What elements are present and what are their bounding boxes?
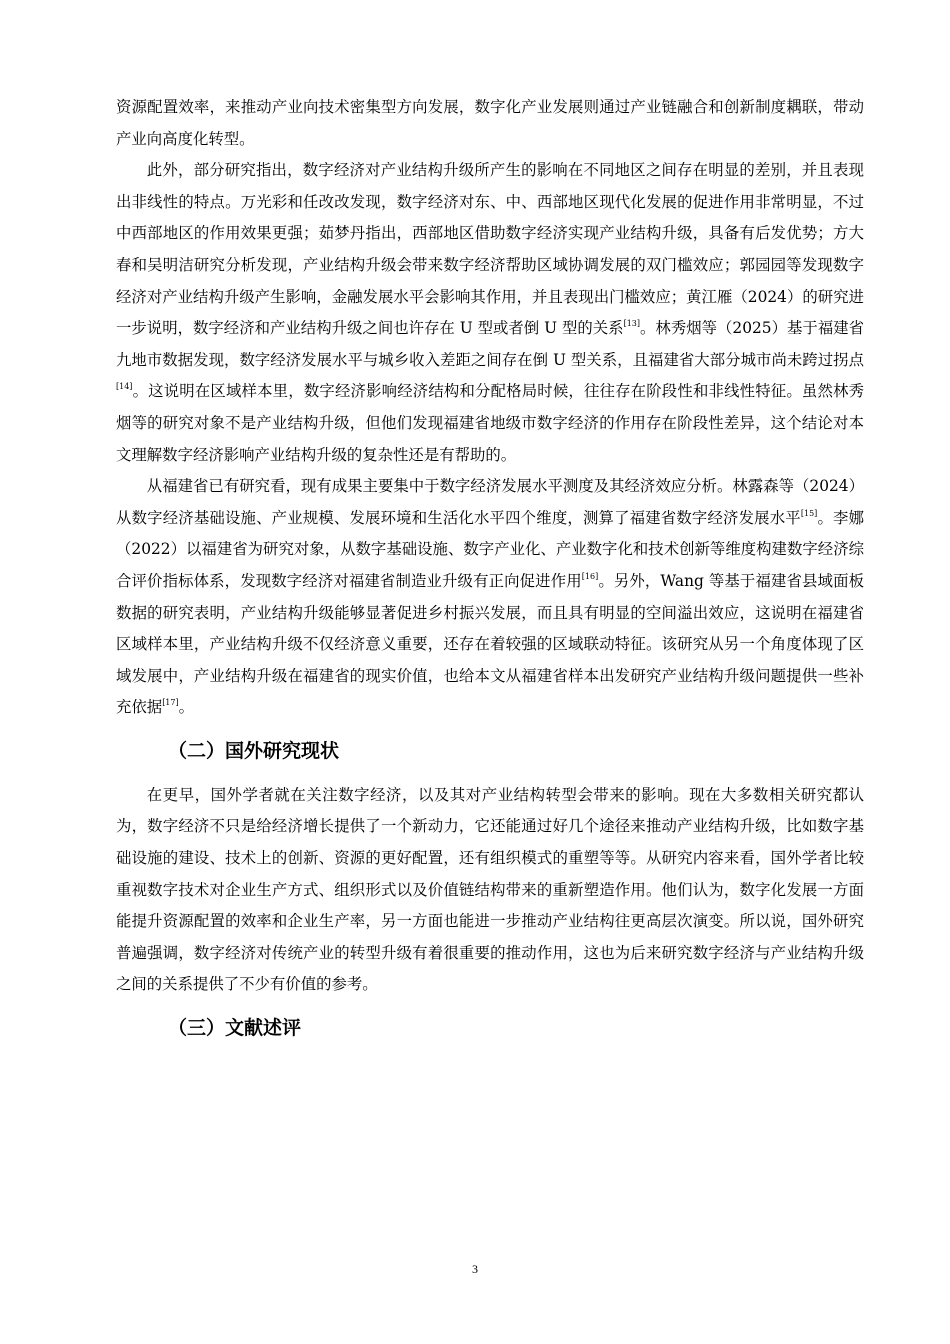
citation-ref: [14] xyxy=(116,382,133,392)
citation-ref: [16] xyxy=(581,571,599,581)
paragraph-text: 。林秀烟等（2025）基于福建省九地市数据发现，数字经济发展水平与城乡收入差距之间存在倒 U 型关系，且福建省大部分城市尚未跨过拐点 xyxy=(116,319,865,369)
paragraph-text: 此外，部分研究指出，数字经济对产业结构升级所产生的影响在不同地区之间存在明显的差别，并且表现出非线性的特点。万光彩和任改改发现，数字经济对东、中、西部地区现代化发展的促进作用非常明显，不过中西部地区的作用效果更强；茹梦丹指出，西部地区借助数字经济实现产业结构升级，具备有后发优势；方大春和吴明洁研究分析发现，产业结构升级会带来数字经济帮助区域协调发展的双门槛效应；郭园园等发现数字经济对产业结构升级产生影响，金融发展水平会影响其作用，并且表现出门槛效应；黄江雁（2024）的研究进一步说明，数字经济和产业结构升级之间也许存在 U 型或者倒 U 型的关系 xyxy=(116,161,864,338)
paragraph-text: 。 xyxy=(178,698,195,717)
paragraph-text: 从福建省已有研究看，现有成果主要集中于数字经济发展水平测度及其经济效应分析。林露森等（2024）从数字经济基础设施、产业规模、发展环境和生活化水平四个维度，测算了福建省数字经济发展水平 xyxy=(116,477,864,527)
paragraph-text: 。另外，Wang 等基于福建省县域面板数据的研究表明，产业结构升级能够显著促进乡村振兴发展，而且具有明显的空间溢出效应，这说明在福建省区域样本里，产业结构升级不仅经济意义重要，还存在着较强的区域联动特征。该研究从另一个角度体现了区域发展中，产业结构升级在福建省的现实价值，也给本文从福建省样本出发研究产业结构升级问题提供一些补充依据 xyxy=(116,571,864,717)
page-number: 3 xyxy=(472,1262,478,1276)
citation-ref: [13] xyxy=(623,318,641,328)
citation-ref: [15] xyxy=(800,508,818,518)
citation-ref: [17] xyxy=(162,698,179,708)
section-heading-foreign-research: （二）国外研究现状 xyxy=(168,739,340,762)
paragraph-foreign-research: 在更早，国外学者就在关注数字经济，以及其对产业结构转型会带来的影响。现在大多数相关研究都认为，数字经济不只是给经济增长提供了一个新动力，它还能通过好几个途径来推动产业结构升级，比如数字基础设施的建设、技术上的创新、资源的更好配置，还有组织模式的重塑等等。从研究内容来看，国外学者比较重视数字技术对企业生产方式、组织形式以及价值链结构带来的重新塑造作用。他们认为，数字化发展一方面能提升资源配置的效率和企业生产率，另一方面也能进一步推动产业结构往更高层次演变。所以说，国外研究普遍强调，数字经济对传统产业的转型升级有着很重要的推动作用，这也为后来研究数字经济与产业结构升级之间的关系提供了不少有价值的参考。 xyxy=(116,785,864,994)
paragraph-text: 。这说明在区域样本里，数字经济影响经济结构和分配格局时候，往往存在阶段性和非线性特征。虽然林秀烟等的研究对象不是产业结构升级，但他们发现福建省地级市数字经济的作用存在阶段性差异，这个结论对本文理解数字经济影响产业结构升级的复杂性还是有帮助的。 xyxy=(116,382,864,464)
paragraph-text: 。李娜（2022）以福建省为研究对象，从数字基础设施、数字产业化、产业数字化和技术创新等维度构建数字经济综合评价指标体系，发现数字经济对福建省制造业升级有正向促进作用 xyxy=(116,508,864,590)
paragraph-continued: 资源配置效率，来推动产业向技术密集型方向发展，数字化产业发展则通过产业链融合和创新制度耦联，带动产业向高度化转型。 xyxy=(116,98,864,148)
paragraph-fujian-research xyxy=(116,471,864,724)
section-heading-literature-review: （三）文献述评 xyxy=(168,1017,302,1040)
paragraph-regional-differences xyxy=(116,155,864,471)
